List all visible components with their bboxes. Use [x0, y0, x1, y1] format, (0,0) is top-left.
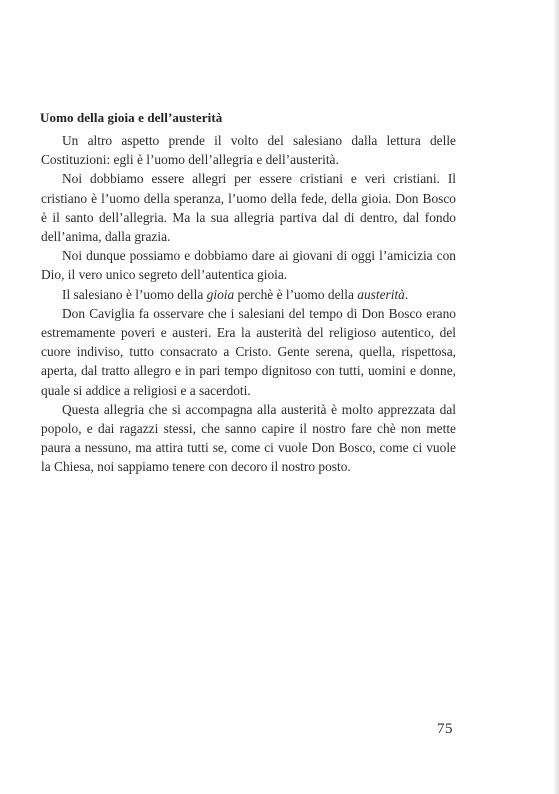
body-text	[41, 131, 456, 477]
paragraph-5: Don Caviglia fa osservare che i salesiani del tempo di Don Bosco erano estremamente poveri e austeri. Era la austerità del religioso autentico, del cuore indiviso, tutto consacrato a Cristo. Gente serena, quella, rispettosa, aperta, dal tratto allegro e in pari tempo dignitoso con tutti, uomini e donne, quale si addice a religiosi e a sacerdoti.	[41, 305, 456, 398]
page-number: 75	[437, 721, 453, 737]
paragraph-3: Noi dunque possiamo e dobbiamo dare ai giovani di oggi l’amicizia con Dio, il vero unico segreto dell’autentica gioia.	[41, 248, 456, 283]
paragraph-4-part-1: Il salesiano è l’uomo della	[62, 286, 207, 302]
paragraph-1: Un altro aspetto prende il volto del salesiano dalla lettura delle Costituzioni: egli è l’uomo dell’allegria e dell’austerità.	[41, 133, 456, 168]
page-edge-shadow	[553, 0, 559, 794]
paragraph-4	[41, 285, 456, 304]
paragraph-4-part-2: perchè è l’uomo della	[234, 286, 358, 302]
section-heading: Uomo della gioia e dell’austerità	[40, 110, 223, 125]
italic-word-gioia: gioia	[206, 286, 235, 302]
paragraph-4-part-3: .	[404, 286, 409, 302]
italic-word-austerita: austerità	[357, 286, 405, 302]
paragraph-2: Noi dobbiamo essere allegri per essere cristiani e veri cristiani. Il cristiano è l’uomo della speranza, l’uomo della fede, della gioia. Don Bosco è il santo dell’allegria. Ma la sua allegria partiva dal di dentro, dal fondo dell’anima, dalla grazia.	[41, 171, 456, 245]
paragraph-6: Questa allegria che si accompagna alla austerità è molto apprezzata dal popolo, e dai ragazzi stessi, che sanno capire il nostro fare chè non mette paura a nessuno, ma attira tutti se, come ci vuole Don Bosco, come ci vuole la Chiesa, noi sappiamo tenere con decoro il nostro posto.	[41, 401, 456, 475]
